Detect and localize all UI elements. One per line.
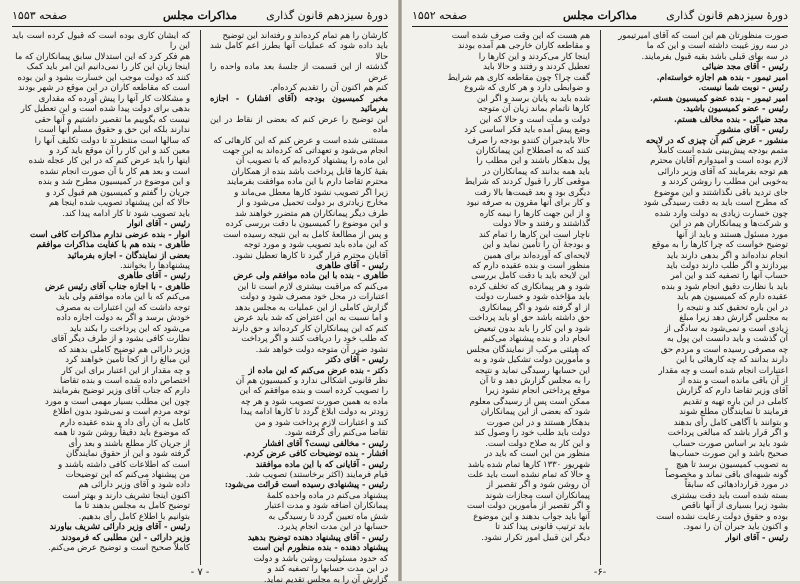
text-line: و بتوانند با آگاهی کامل رأی بدهند [673, 416, 788, 427]
text-line: را به مجلس گزارش دهد و تا آن [479, 374, 590, 385]
text-line: حسابها در این مدت انجام پذیرد. [277, 521, 388, 532]
text-line: انجام نداده‌اند و اگر بدهی دارند باید [666, 249, 788, 260]
text-line: و اگر تقصیر از مأمورین دولت است [466, 500, 590, 511]
right-page-right-column [610, 30, 788, 565]
text-line: باید تصویب شود تا کار ادامه پیدا کند. [62, 207, 190, 218]
text-line: جریان را گفتم و کمیسیون هم قبول کرد و [45, 186, 190, 197]
text-line: دکتر - بنده عرض می‌کنم که این ماده از [248, 364, 388, 375]
text-line: ناچار است این کارها را تمام کند [479, 228, 590, 239]
left-column-rule [200, 30, 201, 565]
text-line: بوده و حقوق دولت رعایت نشده است [656, 510, 788, 521]
text-line: رئیس - آقای طاهری [117, 270, 190, 281]
text-line: کارها ناتمام بماند زیان آن متوجه [478, 103, 590, 114]
text-line: شود که بعضی از این پیمانکاران [480, 406, 590, 417]
text-line: گفت چرا؟ چون مقاطعه کاری هم شرایط [447, 71, 590, 82]
text-line: و مأمورین دولت تشکیل شود و به [473, 354, 590, 365]
text-line: هم توجه بفرمایند که آقای وزیر دارائی [657, 165, 788, 176]
text-line: اعتبارات انجام شده است و چه مقدار [658, 364, 788, 375]
text-line: که طلب خود را دریافت کنند و اگر پرداخت [241, 333, 388, 344]
text-line: به تصویب کمیسیون برسد تا هیچ [675, 458, 788, 469]
text-line: می‌کنم که مراقبت بیشتری لازم است تا این [237, 280, 388, 291]
text-line: است و بعد هم کار با آن صورت انجام نشده [39, 165, 190, 176]
text-line: و شرکت‌ها و پیمانکاران هم در این [670, 218, 788, 229]
text-line: نظر قانونی اشکالی ندارد و کمیسیون هم آن [235, 374, 388, 385]
text-line: هم هست که این وقت صرف شده است [451, 30, 590, 40]
text-line: در سه بهای قبلی باشد بقیه قبول بفرمایند. [641, 50, 788, 61]
text-line: و بودجهٔ آن را تأمین نماید و این [482, 239, 590, 250]
left-page-label: صفحه ۱۵۵۳ [12, 9, 68, 22]
right-columns [412, 30, 788, 565]
text-line: کنند که دولت موجب این خسارت بشود و این بوده [17, 71, 190, 82]
text-line: موقع پرداختی انجام نشود زیرا [485, 385, 590, 396]
text-line: گذشته از این قسمت از جلسهٔ بعد ماده واحده را عرض [210, 61, 388, 82]
text-line: و از این جهت کارها را نیمه کاره [479, 207, 590, 218]
text-line: و مقاطعه کاران خارجی هم آمده بودند [457, 40, 590, 51]
text-line: تقاضا می‌کنم رأی گرفته شود. [284, 427, 388, 438]
text-line: آقایان محترم قرار گیرد تا کارها تعطیل نشود. [232, 249, 388, 260]
text-line: می‌کنم که با این ماده موافقم ولی باید [58, 291, 190, 302]
left-page-left-column [12, 30, 190, 565]
text-line: منظور من این است که باید در [484, 448, 590, 459]
left-columns [12, 30, 388, 584]
text-line: توضیح کامل به مجلس بدهند تا ما [74, 500, 190, 511]
text-line: داده شود و آقای وزیر دارائی هم [78, 479, 190, 490]
text-line: را تصویب کرده است و بنده موافقم که این [239, 385, 388, 396]
text-line: باید همه بدانند که پیمانکاران در [482, 165, 590, 176]
text-line: رئیس - آقای وزیر دارائی تشریف بیاورند [49, 521, 190, 532]
text-line: شش ماه تعیین گردد تا رسیدگی به [268, 510, 388, 521]
text-line: دولت و ملت است و حالا که این [479, 113, 590, 124]
left-publication-title: مذاکرات مجلس [163, 9, 237, 22]
right-series-title: دورهٔ سیزدهم قانون گذاری [666, 9, 788, 22]
text-line: ندارند بلکه این حق و حقوق مسلم آنها است [38, 124, 190, 135]
text-line: رئیس - آقای مجد ضیائی [702, 61, 788, 72]
text-line: بپردازند و اگر طلب دارند دولت باید [666, 259, 788, 270]
right-publication-title: مذاکرات مجلس [563, 9, 637, 22]
text-line: کنند که به اصطلاح این پیمانکاران [475, 144, 590, 155]
text-line: کند و اعتبارات لازم پرداخت شود و من [254, 416, 388, 427]
text-line: کنم هم اکنون آن را تقدیم کرده‌ام. [270, 82, 388, 93]
text-line: اینجا کار می‌کردند و این کارها را [478, 50, 590, 61]
left-series-title: دورهٔ سیزدهم قانون گذاری [266, 9, 388, 22]
text-line: حساب آنها را تصفیه کند و این امر [670, 270, 788, 281]
text-line: توضیح خواست که چرا کارها را به موقع [651, 239, 788, 250]
text-line: شود و این کار را باید بدون تبعیض [474, 322, 590, 333]
text-line: معین کند و این کار را آن موقع باید کرد و [49, 144, 190, 155]
text-line: چه مصرفی رسیده است و مردم حق [660, 343, 788, 354]
text-line: مخارج زیادتری بر دولت تحمیل می‌شود و از [237, 197, 388, 208]
text-line: و اما نسبت به این اعتراض که شد باید عرض [234, 312, 388, 323]
text-line: باید داده شود که عملیات آنها بطرز اعم کامل شد حالا [210, 40, 388, 61]
text-line: دیگری بود و بعد قیمت‌ها بالا رفت [474, 186, 590, 197]
text-line: محترم تقاضا دارم با این ماده موافقت بفرمایند [226, 176, 388, 187]
text-line: ماده به همین صورت تصویب شود و هر چه [240, 395, 388, 406]
text-line: حالا بایدجبران کنندو بودجه را صرف [467, 134, 590, 145]
text-line: و مشکلات کار آنها را پیش آورده که مقداری [38, 92, 190, 103]
text-line: اکنون اینجا تشریف دارند و بهتر است [62, 489, 190, 500]
text-line: انجام می‌شود و تعهداتی که کرده‌اند به این جهت [222, 144, 388, 155]
text-line: شود باید بر اساس صورت حساب [672, 437, 788, 448]
text-line: بقیهٔ کارها قابل پرداخت باشد بنده از همکاران [231, 165, 388, 176]
text-line: و کار برای آنها مقرون به صرفه نبود [466, 197, 590, 208]
text-line: طاهری - با اجازه جناب آقای رئیس عرض [45, 280, 190, 291]
text-line: باید ترتیب قانونی پیدا کند تا [495, 521, 590, 532]
text-line: و ضوابطی دارد و هر کاری که شروع [464, 82, 590, 93]
text-line: عقیده دارم که کمیسیون هم باید [676, 291, 788, 302]
text-line: طاهری - بنده با این ماده موافقم ولی عرض [233, 270, 388, 281]
text-line: شده باید به پایان برسد و اگر این [476, 92, 590, 103]
text-line: افشار - بنده توضیحات کافی عرض کردم. [243, 448, 388, 459]
text-line: زیادی است و نمی‌شود به سادگی از [664, 322, 788, 333]
text-line: لازم بوده است و امیدوارم آقایان محترم [650, 155, 788, 166]
text-line: طرف دیگر پیمانکاران هم متضرر خواهند شد [234, 207, 388, 218]
text-line: پیشنهادها را بخوانند. [120, 259, 190, 270]
text-line: دارم که جناب آقای وزیر توضیح بفرمایند [52, 385, 190, 396]
left-page-number: - ۷ - [190, 567, 210, 578]
text-line: به‌خوبی این مطلب را روشن کردند و [662, 176, 788, 187]
text-line: رئیس - آقایانی که با این ماده موافقند [255, 458, 388, 469]
text-line: این مبالغ را از کجا تأمین خواهند کرد [65, 354, 190, 365]
text-line: قیام فرمایند (اکثر برخاستند) تصویب شد. [245, 469, 388, 480]
text-line: پیشنهاد می‌کنم در ماده واحده کلمهٔ [266, 489, 388, 500]
text-line: دولت باید طلب خود را وصول کند [474, 427, 590, 438]
text-line: اینجا زبان این کار را نمی‌دانیم این امر باید کمک [26, 61, 190, 72]
text-line: امیر تیمور - بنده عضو کمیسیون هستم. [650, 92, 788, 103]
text-line: رئیس - آقای انوار [725, 531, 788, 542]
text-line: بتوانیم با اطلاع کامل رأی بدهیم. [78, 510, 190, 521]
right-page-left-column [412, 30, 590, 565]
text-line: زیرا اگر تصویب نشود کارها معطل می‌ماند و [234, 186, 388, 197]
text-line: حالا که این پیشنهاد تصویب شده اینجا هم [48, 197, 190, 208]
text-line: منشور - عرض کنم آن چیزی که در لایحه [645, 134, 788, 145]
right-page-number: -۶- [593, 567, 607, 578]
text-line: صورت منظورتان هم این است که آقای امیرتیمور [618, 30, 788, 40]
text-line: رئیس - مخالفی نیست؟ آقای افشار [263, 437, 388, 448]
text-line: رئیس - آقای طاهری [315, 259, 388, 270]
text-line: جای تردید باقی نگذاشتند و این موضوع [653, 186, 788, 197]
text-line: لایحه‌ای که آورده‌اند برای همین [483, 249, 590, 260]
book-gutter [398, 0, 402, 581]
text-line: مستثنی شده است و عرض کنم که این کارهائی که [213, 134, 388, 145]
text-line: باید مؤاخذه شود و خسارت دولت [475, 291, 590, 302]
right-page-header [412, 4, 788, 27]
text-line: کنم که این پیمانکاران کار کرده‌اند و حق دارند [231, 322, 388, 333]
text-line: پیمانکاران اضافه شود و مدت اعتبار [265, 500, 388, 511]
text-line: انجام داد و بنده پیشنهاد می‌کنم [482, 333, 590, 344]
text-line: نظارت کافی بشود و از طرف دیگر آقای [51, 333, 190, 344]
text-line: و اکنون باید جبران آن را نمود. [683, 521, 788, 532]
text-line: در سه روز غیبت داشته است و این که ما [646, 40, 788, 51]
text-line: و اگر قرار باشد که مبالغی پرداخت [667, 427, 788, 438]
text-line: که ایشان کاری بوده است که قبول کرده است باید این را [12, 30, 190, 51]
text-line: پول بدهکار باشند و این مطلب را [476, 155, 590, 166]
text-line: در مورد قراردادهائی که سابقاً [684, 479, 788, 490]
text-line: بعضی از نمایندگان - اجازه بفرمائید [67, 249, 190, 260]
text-line: زودتر به دولت ابلاغ گردد تا کارها ادامه پیدا [240, 406, 388, 417]
text-line: و این موضوع را کمیسیون با دقت بررسی کرده [225, 218, 388, 229]
text-line: منظور است و بنده عقیده دارم که [472, 259, 590, 270]
text-line: مورد مسئول هستند و باید از آنها [676, 228, 788, 239]
text-line: بشود زیرا بسیاری از آنها ناقص [681, 500, 788, 511]
text-line: پیمانکاران است مجازات شوند [485, 489, 590, 500]
text-line: انوار - بنده عرضی ندارم مذاکرات کافی است [30, 228, 190, 239]
text-line: است که مقاطعه کاران در این موقع در شهر بودند [17, 82, 190, 93]
text-line: اختصاص داده شده است و بنده تقاضا [60, 374, 190, 385]
text-line: چون این مطلب بسیار مهمی است و مورد [45, 395, 190, 406]
text-line: اعتبارات در محل خود مصرف شود و دولت [240, 291, 388, 302]
text-line: شهریور ۱۳۳۰ کارها تمام شده باشد [467, 458, 590, 469]
text-line: کاملی در این باره تهیه و تقدیم [683, 395, 788, 406]
text-line: تعطیل کردند و رفتند و حالا باید [483, 61, 590, 72]
text-line: کارشان را هم تمام کرده‌اند و رفته‌اند این توضیح [222, 30, 388, 40]
text-line: بدهکار هستند و در این صورت [486, 416, 590, 427]
text-line: رئیس - آقای پیشنهاد دهنده توضیح بدهید [247, 531, 388, 542]
text-line: که هیئتی مرکب از نمایندگان مجلس [466, 343, 590, 354]
text-line: مخبر کمیسیون بودجه (آقای افشار) - اجازه بفرمائید [210, 92, 388, 114]
text-line: توجه مردم است و نمی‌شود بدون اطلاع [52, 406, 190, 417]
text-line: این حسابها رسیدگی نماید و نتیجه [474, 364, 590, 375]
text-line: به مجلس گزارش دهد زیرا مبلغ [679, 312, 788, 323]
text-line: و چه مقدار از این اعتبار برای این کار [61, 364, 190, 375]
text-line: آقای وزیر تقاضا دارم که گزارش [676, 385, 788, 396]
text-line: رئیس - پیشنهادی رسیده است قرائت می‌شود: [224, 479, 388, 490]
text-line: آنها باید جواب بدهند و این موضوع [473, 510, 590, 521]
text-line: گونه شبهه‌ای باقی نماند و مخصوصاً [665, 469, 788, 480]
text-line: رئیس - آقای دکتر [325, 354, 388, 365]
text-line: که سالها است منتظرند تا دولت تکلیف آنها را [34, 134, 190, 145]
text-line: صحیح باشد و این صورت حساب‌ها [669, 448, 788, 459]
text-line: رئیس - نوبت شما نیست. [698, 82, 788, 93]
text-line: ممکن است پس از رسیدگی معلوم [469, 395, 590, 406]
right-column-rule [600, 30, 601, 565]
text-line: که حدود مسئولیت روشن باشد و دولت [253, 552, 388, 563]
text-line: گرفته شود و این از حقوق نمایندگان [65, 448, 190, 459]
text-line: حق داشته باشد حق او باید پرداخت [468, 312, 590, 323]
text-line: رئیس - آقای انوار [127, 218, 190, 229]
text-line: امیر تیمور - بنده هم اجازه خواسته‌ام. [656, 71, 788, 82]
text-line: طاهری - بنده هم با کفایت مذاکرات موافقم [36, 239, 190, 250]
text-line: وزیر دارائی - این مطلبی که فرمودند [61, 531, 190, 542]
text-line: اینها را باید عرض کنم که در این کار عجله شده [28, 155, 190, 166]
text-line: این توضیح را عرض کنم که بعضی از نقاط در این ماده [210, 113, 388, 135]
text-line: از جریان کار مطلع باشند و بعد رأی [68, 437, 190, 448]
right-page [400, 0, 800, 581]
left-page-header [12, 4, 388, 27]
text-line: دارند بدانند که چه کارهائی با این [675, 354, 788, 365]
right-page-label: صفحه ۱۵۵۲ [412, 9, 468, 22]
text-line: که موضوع باید دقیقاً روشن شود تا همه [53, 427, 190, 438]
text-line: که مطرح است باید به دقت رسیدگی شود [643, 197, 788, 208]
text-line: می‌شود که این پرداخت را بکند باید [69, 322, 190, 333]
text-line: وزیر دارائی هم توضیح کاملی بدهند که [58, 343, 190, 354]
text-line: آن گذشت و باید دانست این پول به [666, 333, 788, 344]
text-line: نشود ضرر آن متوجه دولت خواهد شد. [255, 343, 388, 354]
left-page-right-column [210, 30, 388, 584]
text-line: شود و هر پیمانکاری که تخلف کرده [469, 280, 590, 291]
text-line: من پیشنهاد می‌کنم که این توضیحات [65, 469, 190, 480]
text-line: که این ماده باید تصویب شود و مورد توجه [243, 239, 388, 250]
text-line: موقعی کار را قبول کردند که شرایط [464, 176, 590, 187]
text-line: هم فکر کرد که این استدلال سابق پیمانکاران که ما [15, 50, 190, 61]
text-line: بسته شده است باید دقت بیشتری [670, 489, 788, 500]
text-line: و حالا که تمام نشده است باید علت [467, 469, 590, 480]
text-line: و این کار به صلاح دولت است. [485, 437, 590, 448]
text-line: از آن باقی مانده است و بنده از [678, 374, 788, 385]
text-line: خودش برسد و اگر به دولت اجازه داده [56, 312, 190, 323]
text-line: گزارش کاملی از این عملیات به مجلس بدهد [234, 301, 388, 312]
text-line: گزارش آن را به مجلس تقدیم نماید. [263, 573, 388, 584]
text-line: کامل به آن رأی داد و بنده عقیده دارم [59, 416, 190, 427]
text-line: است که اطلاعات کافی داشته باشند و [58, 458, 190, 469]
text-line: وضع پیش آمده باید فکر اساسی کرد [464, 124, 590, 135]
text-line: دیگر این قبیل امور تکرار نشود. [481, 531, 590, 542]
text-line: و پس از مطالعهٔ کامل به این نتیجه رسیده است [223, 228, 388, 239]
text-line: متمم بودجه پیش‌بینی شده است کاملاً [657, 144, 788, 155]
text-line: چون خسارت زیادی به دولت وارد شده [654, 207, 788, 218]
text-line: آن روشن شود و اگر تقصیر از [486, 479, 590, 490]
text-line: گذاشتند و رفتند و حالا دولت [492, 218, 590, 229]
text-line: در این باره تحقیق کند و نتیجه را [677, 301, 788, 312]
text-line: در این مدت حسابها را تصفیه کند و [267, 563, 388, 574]
text-line: توجه داشت که این اعتبارات به مصرف [55, 301, 190, 312]
text-line: این لایحه باید با دقت کامل بررسی [471, 270, 590, 281]
text-line: فرمایند تا نمایندگان مطلع شوند [679, 406, 788, 417]
text-line: نیست که بگوییم ما تقصیر داشتیم و آنها حقی [34, 113, 190, 124]
text-line: رئیس - عضو کمیسیون باشید. [683, 103, 788, 114]
text-line: رئیس - آقای منشور [717, 124, 788, 135]
text-line: بدهی برای دولت پیدا شده است و این تعطیل کار [20, 103, 190, 114]
text-line: و این موضوع در کمیسیون مطرح شد و بنده [38, 176, 190, 187]
text-line: پیشنهاد دهنده - بنده منظورم این است [252, 542, 388, 553]
text-line: باید با نظارت دقیق انجام شود و بنده [661, 280, 788, 291]
text-line: این ماده را پیشنهاد کرده‌ایم که با تصویب آن [235, 155, 388, 166]
text-line: مجد ضیائی - بنده مخالف هستم. [673, 113, 788, 124]
text-line: از او گرفته شود و اگر پیمانکاری [479, 301, 590, 312]
text-line: کاملاً صحیح است و توضیح عرض می‌کنم. [48, 542, 190, 553]
